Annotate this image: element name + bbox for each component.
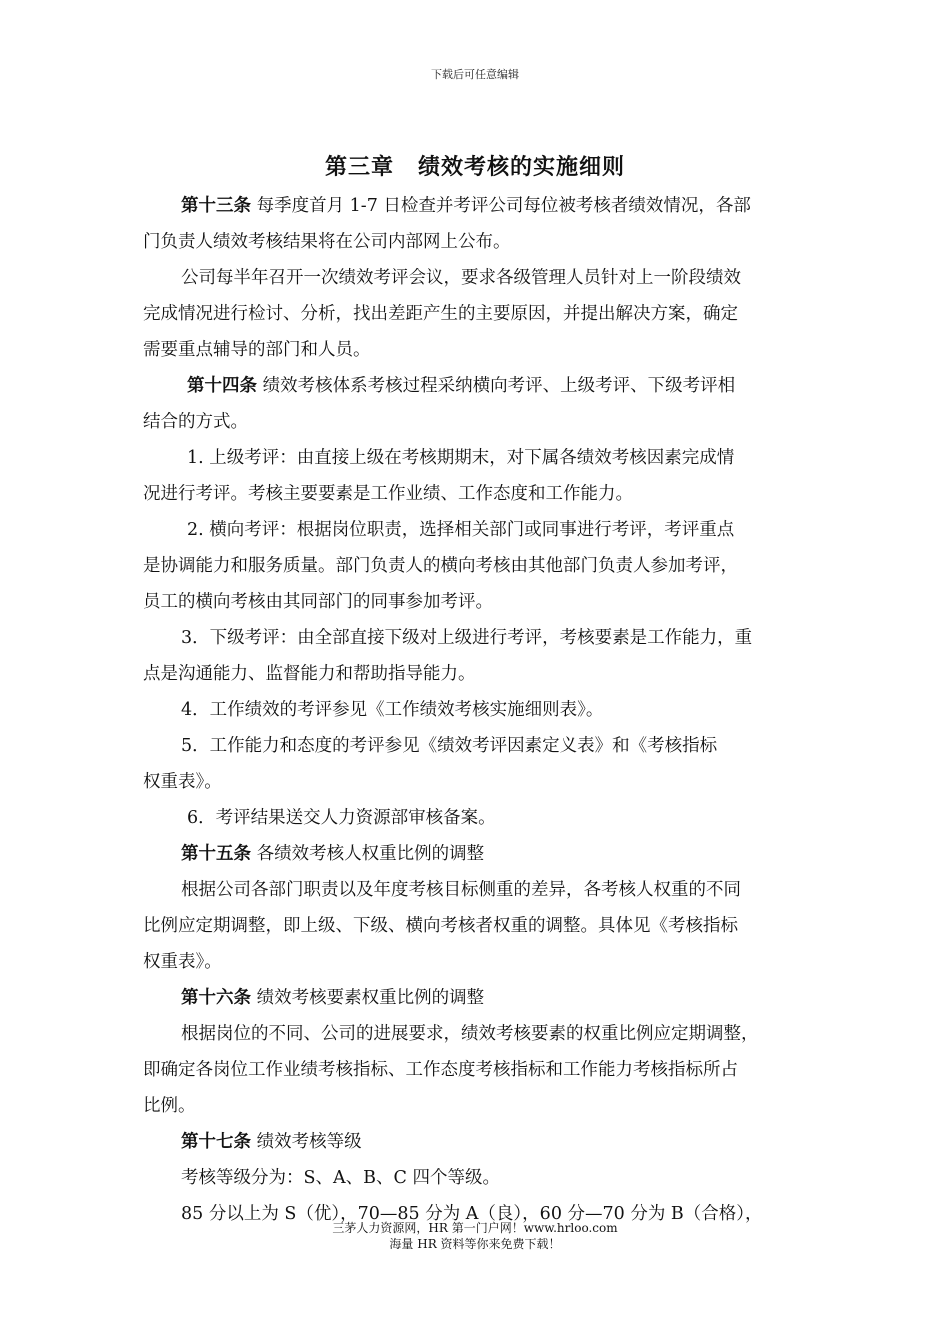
article-14-line-2: 结合的方式。 [143, 412, 248, 432]
footer-line-1: 三茅人力资源网，HR 第一门户网！www.hrloo.com [332, 1221, 618, 1235]
article-13-label: 第十三条 [181, 196, 251, 216]
article-17-label: 第十七条 [181, 1132, 251, 1152]
article-14-item-1-line-1: 1. 上级考评：由直接上级在考核期期末，对下属各绩效考核因素完成情 [187, 448, 735, 468]
article-14-item-5-line-2: 权重表》。 [143, 772, 222, 792]
chapter-heading: 绩效考核的实施细则 [418, 154, 626, 180]
article-16-line-1: 根据岗位的不同、公司的进展要求，绩效考核要素的权重比例应定期调整， [181, 1024, 759, 1044]
article-13-para-2-line-1: 公司每半年召开一次绩效考评会议，要求各级管理人员针对上一阶段绩效 [181, 268, 741, 288]
article-15-heading-line [143, 836, 823, 872]
article-14-item-2-line-1: 2. 横向考评：根据岗位职责，选择相关部门或同事进行考评，考评重点 [187, 520, 735, 540]
article-14-item-6: 6．考评结果送交人力资源部审核备案。 [187, 808, 496, 828]
chapter-number: 第三章 [324, 154, 394, 180]
article-14-line-1 [143, 368, 823, 404]
article-14-text: 绩效考核体系考核过程采纳横向考评、上级考评、下级考评相 [262, 376, 736, 396]
article-13-para-2-line-2: 完成情况进行检讨、分析，找出差距产生的主要原因，并提出解决方案，确定 [143, 304, 738, 324]
page-footer [0, 1220, 950, 1252]
article-13-line-2: 门负责人绩效考核结果将在公司内部网上公布。 [143, 232, 511, 252]
article-16-heading: 绩效考核要素权重比例的调整 [256, 988, 485, 1008]
article-17-heading: 绩效考核等级 [256, 1132, 362, 1152]
article-16-heading-line [143, 980, 823, 1016]
chapter-title [0, 150, 950, 181]
header-note: 下载后可任意编辑 [431, 68, 519, 81]
article-14-item-2-line-3: 员工的横向考核由其同部门的同事参加考评。 [143, 592, 493, 612]
article-17-line-1: 考核等级分为：S、A、B、C 四个等级。 [181, 1168, 500, 1188]
article-15-label: 第十五条 [181, 844, 251, 864]
article-13-line-1 [143, 188, 823, 224]
article-16-line-2: 即确定各岗位工作业绩考核指标、工作态度考核指标和工作能力考核指标所占 [143, 1060, 738, 1080]
footer-line-2: 海量 HR 资料等你来免费下载！ [389, 1237, 561, 1251]
article-15-line-3: 权重表》。 [143, 952, 222, 972]
article-14-item-3-line-1: 3．下级考评：由全部直接下级对上级进行考评，考核要素是工作能力，重 [181, 628, 753, 648]
article-14-label: 第十四条 [187, 376, 257, 396]
article-14-item-2-line-2: 是协调能力和服务质量。部门负责人的横向考核由其他部门负责人参加考评， [143, 556, 738, 576]
document-body [143, 188, 823, 1232]
article-15-heading: 各绩效考核人权重比例的调整 [256, 844, 485, 864]
article-17-line-2: 85 分以上为 S（优），70—85 分为 A（良），60 分—70 分为 B（合格）， [181, 1204, 763, 1224]
article-16-label: 第十六条 [181, 988, 251, 1008]
article-13-para-2-line-3: 需要重点辅导的部门和人员。 [143, 340, 371, 360]
article-13-text: 每季度首月 1-7 日检查并考评公司每位被考核者绩效情况，各部 [256, 196, 751, 216]
article-14-item-5-line-1: 5．工作能力和态度的考评参见《绩效考评因素定义表》和《考核指标 [181, 736, 718, 756]
article-15-line-2: 比例应定期调整，即上级、下级、横向考核者权重的调整。具体见《考核指标 [143, 916, 738, 936]
article-14-item-4: 4．工作绩效的考评参见《工作绩效考核实施细则表》。 [181, 700, 604, 720]
article-17-heading-line [143, 1124, 823, 1160]
article-16-line-3: 比例。 [143, 1096, 196, 1116]
article-14-item-1-line-2: 况进行考评。考核主要要素是工作业绩、工作态度和工作能力。 [143, 484, 633, 504]
article-15-line-1: 根据公司各部门职责以及年度考核目标侧重的差异，各考核人权重的不同 [181, 880, 741, 900]
article-14-item-3-line-2: 点是沟通能力、监督能力和帮助指导能力。 [143, 664, 476, 684]
